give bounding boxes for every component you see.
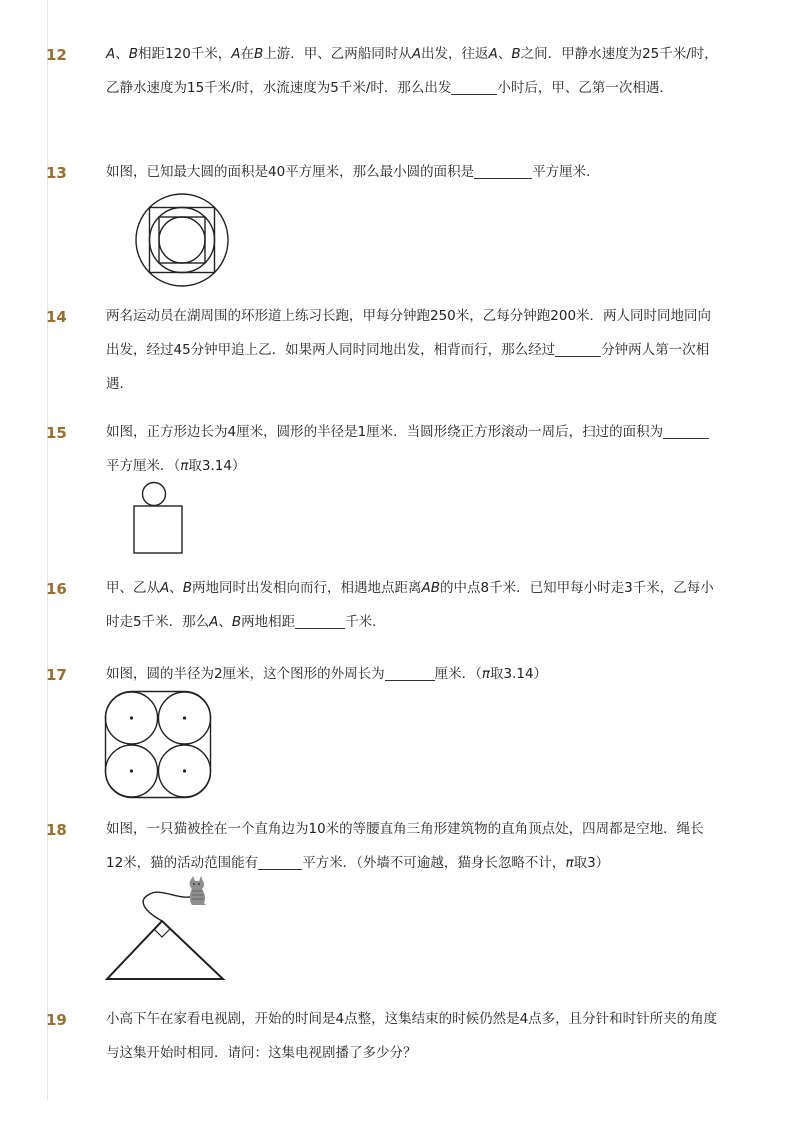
question-text: 如图，已知最大圆的面积是40平方厘米，那么最小圆的面积是 平方厘米． <box>106 164 600 180</box>
outer-boundary <box>106 692 211 798</box>
nested-circles-figure <box>134 192 230 288</box>
question-number: 19 <box>46 1011 67 1029</box>
question-number: 15 <box>46 424 67 442</box>
question-text: 小高下午在家看电视剧，开始的时间是4点整，这集结束的时候仍然是4点多，且分针和时针所夹的角度与这集开始时相同．请问：这集电视剧播了多少分？ <box>106 1011 718 1061</box>
question-number: 17 <box>46 666 67 684</box>
square <box>134 506 182 553</box>
answer-blank[interactable] <box>295 614 345 629</box>
answer-blank[interactable] <box>258 855 302 870</box>
right-angle-mark <box>154 929 170 937</box>
triangle-building <box>107 921 223 979</box>
rolling-circle <box>143 483 166 506</box>
question-text: 如图，圆的半径为2厘米，这个图形的外周长为 厘米．（π取3.14） <box>106 666 548 682</box>
question-text: 如图，正方形边长为4厘米，圆形的半径是1厘米．当圆形绕正方形滚动一周后，扫过的面积为平方厘米．（π取3.14） <box>106 415 718 483</box>
cat-triangle-figure <box>104 875 228 985</box>
center-dot <box>183 769 186 772</box>
rope <box>143 892 190 921</box>
answer-blank[interactable] <box>474 164 532 179</box>
answer-blank[interactable] <box>385 666 435 681</box>
inner-circle <box>159 217 205 263</box>
question-text: 如图，一只猫被拴在一个直角边为10米的等腰直角三角形建筑物的直角顶点处，四周都是空地．绳长12米，猫的活动范围能有 平方米．（外墙不可逾越，猫身长忽略不计，π取3） <box>106 821 704 871</box>
answer-blank[interactable] <box>555 342 601 357</box>
question-text: A、B相距120千米，A在B上游．甲、乙两船同时从A出发，往返A、B之间．甲静水速度为25千米/时，乙静水速度为15千米/时，水流速度为5千米/时．那么出发 小时后，甲、乙第一次相遇． <box>106 46 718 96</box>
question-number: 16 <box>46 580 67 598</box>
question-text: 甲、乙从A、B两地同时出发相向而行，相遇地点距离AB的中点8千米．已知甲每小时走3千米，乙每小时走5千米．那么A、B两地相距 千米． <box>106 580 714 630</box>
question-text: 两名运动员在湖周围的环形道上练习长跑，甲每分钟跑250米，乙每分钟跑200米．两人同时同地同向出发，经过45分钟甲追上乙．如果两人同时同地出发，相背而行，那么经过 分钟两人第一次相遇． <box>106 308 712 392</box>
question-number: 14 <box>46 308 67 326</box>
question-number: 12 <box>46 46 67 64</box>
center-dot <box>183 716 186 719</box>
square-circle-figure <box>132 481 184 555</box>
answer-blank[interactable] <box>451 80 497 95</box>
question-number: 13 <box>46 164 67 182</box>
center-dot <box>130 716 133 719</box>
center-dot <box>130 769 133 772</box>
answer-blank[interactable] <box>663 424 709 439</box>
four-circles-figure <box>104 690 212 800</box>
cat-icon <box>190 876 206 905</box>
question-number: 18 <box>46 821 67 839</box>
